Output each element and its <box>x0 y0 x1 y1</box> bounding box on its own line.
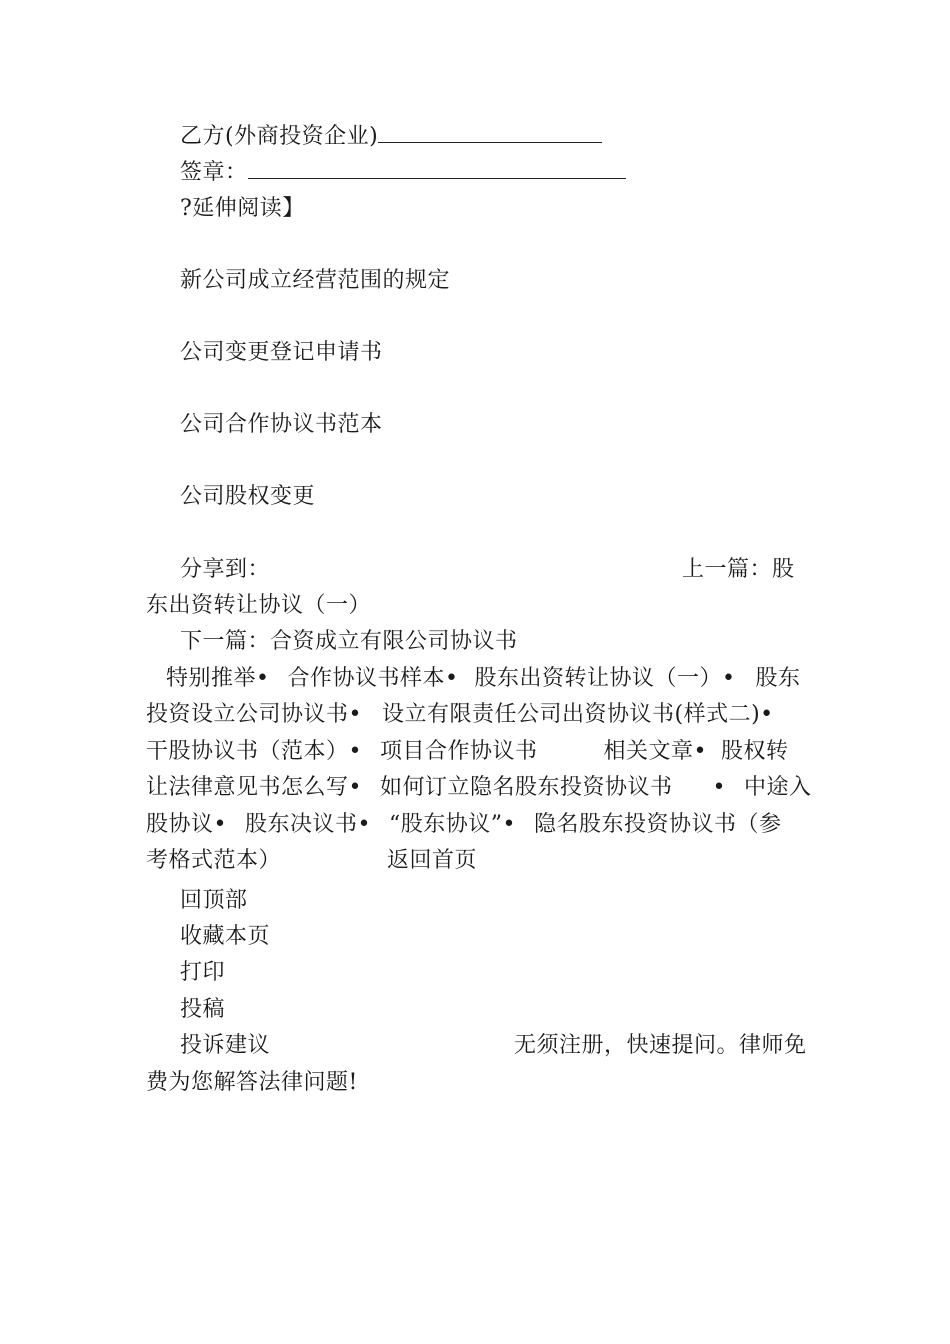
share-label: 分享到： <box>180 557 271 582</box>
promo-text[interactable]: 无须注册，快速提问。律师免 <box>514 1033 807 1058</box>
recommend-line-3 <box>146 737 789 767</box>
prev-article-link[interactable]: 上一篇：股 <box>682 557 795 582</box>
home-link[interactable]: 返回首页 <box>387 848 478 873</box>
recommend-link[interactable]: 股东出资转让协议（一）• <box>474 666 736 691</box>
seal-label: 签章： <box>180 160 248 185</box>
next-article-link[interactable]: 下一篇：合资成立有限公司协议书 <box>180 629 518 654</box>
seal-line <box>180 158 626 188</box>
related-line-2 <box>146 810 781 840</box>
back-to-top-link[interactable]: 回顶部 <box>180 888 248 913</box>
recommend-heading: 特别推举• <box>166 666 270 691</box>
complaint-link[interactable]: 投诉建议 <box>180 1033 271 1058</box>
recommend-link[interactable]: 投资设立公司协议书• <box>146 702 362 727</box>
related-line-3 <box>146 846 477 876</box>
related-link[interactable]: 考格式范本） <box>146 848 282 873</box>
party-b-line <box>180 122 602 152</box>
extended-reading-link[interactable]: 新公司成立经营范围的规定 <box>180 268 451 293</box>
promo-text-cont[interactable]: 费为您解答法律问题! <box>146 1070 358 1095</box>
related-heading: 相关文章• <box>603 739 707 764</box>
submit-link[interactable]: 投稿 <box>180 997 226 1022</box>
party-b-label: 乙方(外商投资企业) <box>180 124 379 149</box>
recommend-link[interactable]: 合作协议书样本• <box>287 666 459 691</box>
related-link[interactable]: “股东协议”• <box>388 812 516 837</box>
related-link[interactable]: 股权转 <box>720 739 789 764</box>
recommend-link[interactable]: 项目合作协议书 <box>379 739 538 764</box>
related-link[interactable]: 隐名股东投资协议书（参 <box>533 812 782 837</box>
related-bullet: • <box>712 775 726 800</box>
recommend-link[interactable]: 股东 <box>755 666 801 691</box>
recommend-link[interactable]: 干股协议书（范本）• <box>146 739 362 764</box>
related-link[interactable]: 中途入 <box>743 775 812 800</box>
print-link[interactable]: 打印 <box>180 960 226 985</box>
related-link[interactable]: 如何订立隐名股东投资协议书 <box>379 775 673 800</box>
extended-reading-link[interactable]: 公司合作协议书范本 <box>180 412 383 437</box>
party-b-blank <box>378 126 602 143</box>
related-line-1 <box>146 773 812 803</box>
seal-blank <box>248 162 626 179</box>
recommend-link[interactable]: 设立有限责任公司出资协议书(样式二)• <box>381 702 774 727</box>
recommend-line-1 <box>166 664 800 694</box>
prev-article-link-cont[interactable]: 东出资转让协议（一） <box>146 593 372 618</box>
bookmark-link[interactable]: 收藏本页 <box>180 924 271 949</box>
extended-reading-heading: ?延伸阅读】 <box>180 196 305 221</box>
related-link[interactable]: 让法律意见书怎么写• <box>146 775 362 800</box>
extended-reading-link[interactable]: 公司变更登记申请书 <box>180 340 383 365</box>
related-link[interactable]: 股协议• <box>146 812 227 837</box>
recommend-line-2 <box>146 700 774 730</box>
extended-reading-link[interactable]: 公司股权变更 <box>180 484 316 509</box>
related-link[interactable]: 股东决议书• <box>244 812 371 837</box>
